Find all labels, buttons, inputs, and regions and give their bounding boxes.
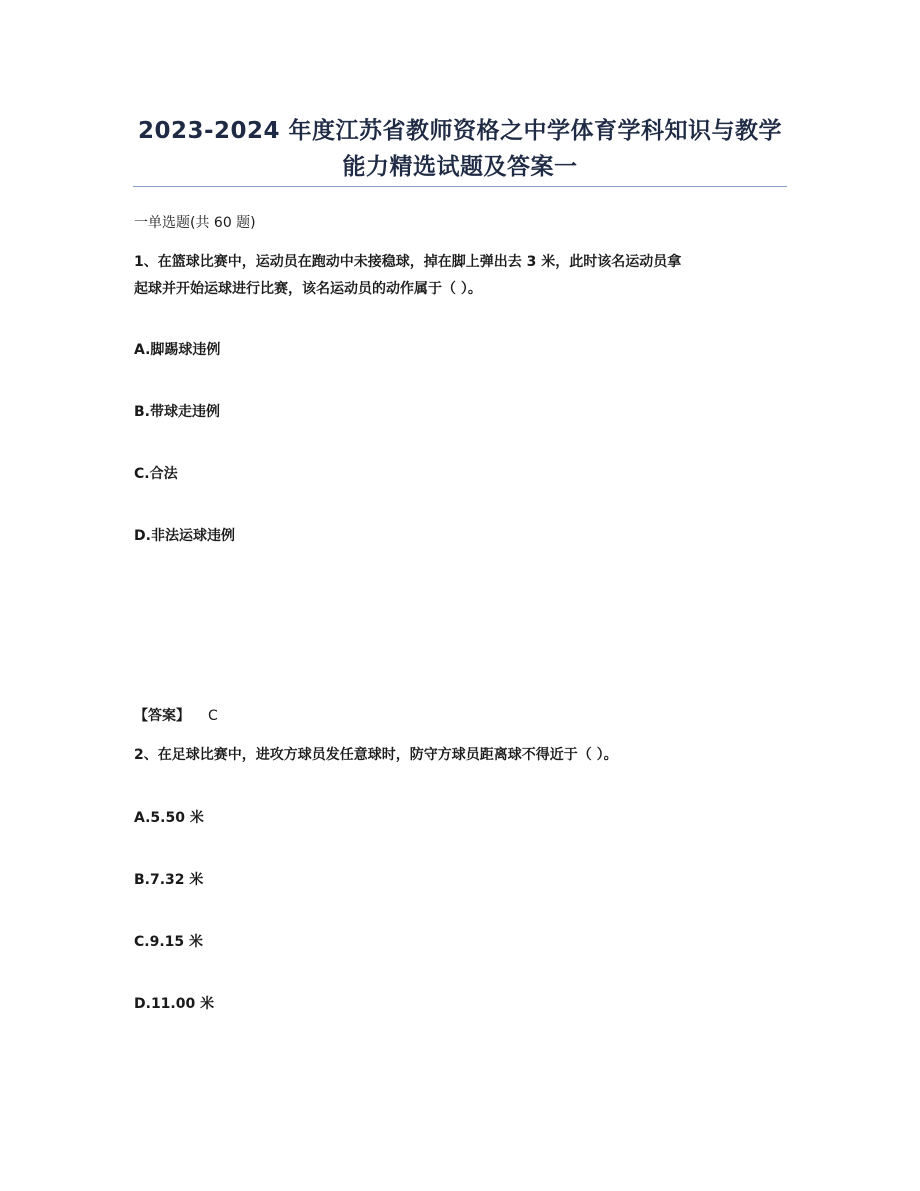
question-1-option-d: D.非法运球违例 — [134, 528, 235, 544]
document-title-line1: 2023-2024 年度江苏省教师资格之中学体育学科知识与教学 — [137, 118, 783, 144]
question-1-option-b: B.带球走违例 — [134, 404, 220, 420]
question-1-answer — [134, 706, 218, 726]
section-heading: 一单选题(共 60 题) — [134, 215, 256, 231]
question-2-option-b: B.7.32 米 — [134, 872, 204, 888]
question-2-text-line1: 2、在足球比赛中，进攻方球员发任意球时，防守方球员距离球不得近于（ ）。 — [134, 747, 618, 763]
title-divider — [133, 186, 787, 187]
question-2-option-c: C.9.15 米 — [134, 934, 204, 950]
document-title-line2: 能力精选试题及答案一 — [342, 154, 578, 180]
answer-value: C — [208, 708, 218, 724]
question-1-text-line1: 1、在篮球比赛中，运动员在跑动中未接稳球，掉在脚上弹出去 3 米，此时该名运动员拿 — [134, 254, 682, 270]
question-1-option-a: A.脚踢球违例 — [134, 342, 221, 358]
answer-label: 【答案】 — [134, 708, 190, 724]
question-2-option-a: A.5.50 米 — [134, 810, 204, 826]
question-2-option-d: D.11.00 米 — [134, 996, 215, 1012]
question-1-option-c: C.合法 — [134, 466, 178, 482]
question-1-text-line2: 起球并开始运球进行比赛，该名运动员的动作属于（ ）。 — [134, 281, 482, 297]
